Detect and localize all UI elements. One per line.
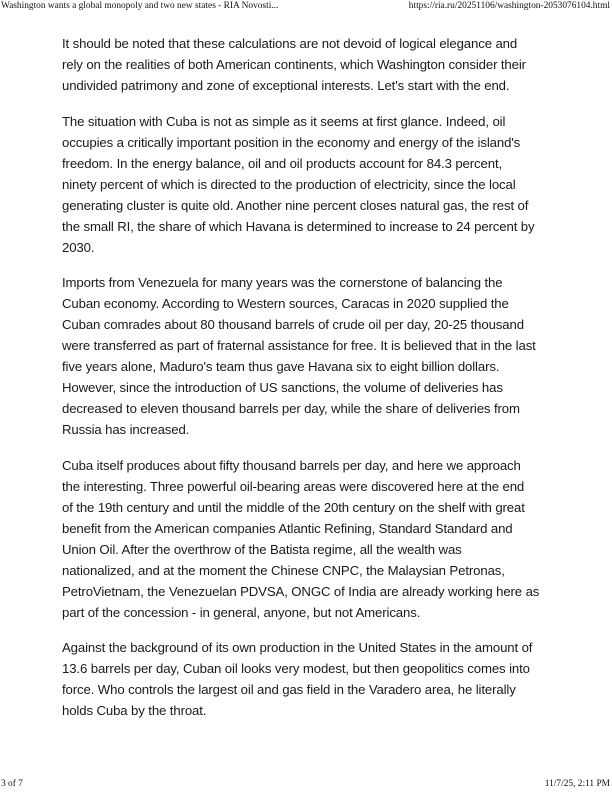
- paragraph: It should be noted that these calculations are not devoid of logical elegance and rely on the realities of both American continents, which Washington consider their undivided patrimony and zone of exceptional interests. Let's start with the end.: [62, 36, 526, 93]
- print-footer: [0, 779, 612, 791]
- page-number: 3 of 7: [1, 779, 23, 789]
- paragraph: Cuba itself produces about fifty thousand barrels per day, and here we approach the interesting. Three powerful oil-bearing areas were discovered here at the end of the 19th century and until the middle of the 20th century on the shelf with great benefit from the American companies Atlantic Refining, Standard Standard and Union Oil. After the overthrow of the Batista regime, all the wealth was nationalized, and at the moment the Chinese CNPC, the Malaysian Petronas, PetroVietnam, the Venezuelan PDVSA, ONGC of India are already working here as part of the concession - in general, anyone, but not Americans.: [62, 457, 540, 620]
- paragraph: Against the background of its own production in the United States in the amount of 13.6 barrels per day, Cuban oil looks very modest, but then geopolitics comes into force. Who controls the largest oil and gas field in the Varadero area, he literally holds Cuba by the throat.: [62, 640, 533, 719]
- page-url: https://ria.ru/20251106/washington-2053076104.html: [408, 1, 610, 11]
- print-datetime: 11/7/25, 2:11 PM: [544, 779, 610, 789]
- print-header: [0, 1, 612, 13]
- article-body: [62, 33, 554, 736]
- paragraph: The situation with Cuba is not as simple as it seems at first glance. Indeed, oil occupies a critically important position in the economy and energy of the island's freedom. In the energy balance, oil and oil products account for 84.3 percent, ninety percent of which is directed to the production of electricity, since the local generating cluster is quite old. Another nine percent closes natural gas, the rest of the small RI, the share of which Havana is determined to increase to 24 percent by 2030.: [62, 113, 535, 255]
- paragraph: Imports from Venezuela for many years was the cornerstone of balancing the Cuban economy. According to Western sources, Caracas in 2020 supplied the Cuban comrades about 80 thousand barrels of crude oil per day, 20-25 thousand were transferred as part of fraternal assistance for free. It is believed that in the last five years alone, Maduro's team thus gave Havana six to eight billion dollars. However, since the introduction of US sanctions, the volume of deliveries has decreased to eleven thousand barrels per day, while the share of deliveries from Russia has increased.: [62, 275, 536, 438]
- page-title: Washington wants a global monopoly and two new states - RIA Novosti...: [1, 1, 279, 11]
